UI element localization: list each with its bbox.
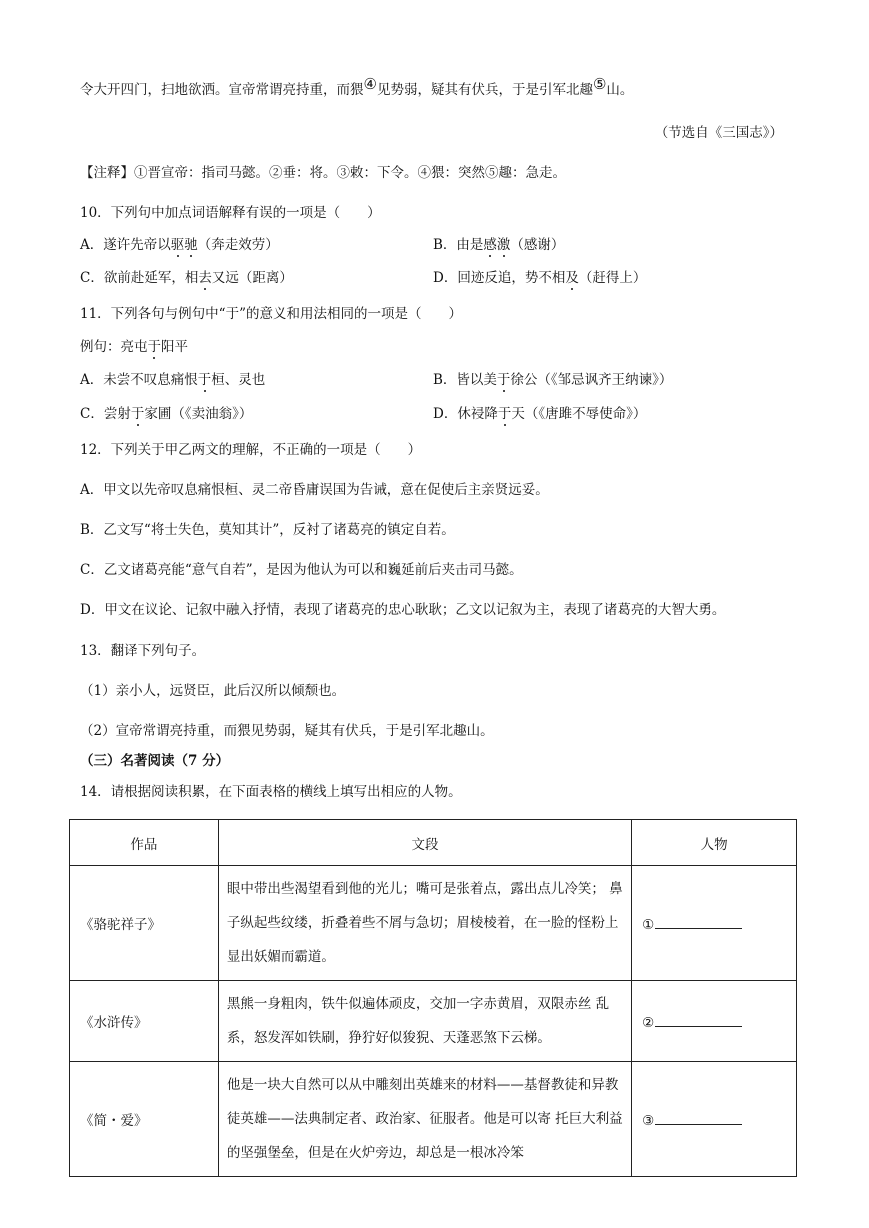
q10-option-c: C．欲前赴延军，相去又远（距离）	[80, 270, 293, 286]
table-row	[70, 866, 797, 981]
table-header: 文段	[218, 820, 631, 866]
question-11: 11．下列各句与例句中“于”的意义和用法相同的一项是（ ）	[80, 306, 462, 322]
q11-option-a: A．未尝不叹息痛恨于桓、灵也	[80, 372, 266, 388]
q12-option-c: C．乙文诸葛亮能“意气自若”，是因为他认为可以和巍延前后夹击司马懿。	[80, 562, 523, 578]
q11-example: 例句：亮屯于阳平	[80, 339, 188, 355]
q12-option-d: D．甲文在议论、记叙中融入抒情，表现了诸葛亮的忠心耿耿；乙文以记叙为主，表现了诸葛亮的大智大勇。	[80, 602, 726, 618]
q13-item-2: （2）宣帝常谓亮持重，而猥见势弱，疑其有伏兵，于是引军北趣山。	[80, 723, 494, 739]
q12-option-a: A．甲文以先帝叹息痛恨桓、灵二帝昏庸误国为告诫，意在促使后主亲贤远妥。	[80, 482, 549, 498]
person-cell	[632, 981, 797, 1062]
footnote-marker: ④	[363, 75, 377, 93]
blank-number: ②	[642, 1014, 655, 1031]
passage-text: 他是一块大自然可以从中雕刻出英雄来的材料——基督教徒和异教徒英雄——法典制定者、政治家、征服者。他是可以寄 托巨大利益的坚强堡垒，但是在火炉旁边，却总是一根冰冷笨	[218, 1062, 631, 1177]
answer-blank[interactable]	[655, 1012, 742, 1027]
table-row	[70, 981, 797, 1062]
table-header-row	[70, 820, 797, 866]
table-row	[70, 1062, 797, 1177]
section-heading: （三）名著阅读（7 分）	[80, 753, 230, 769]
text-line-1	[80, 75, 634, 98]
q12-option-b: B．乙文写“将士失色，莫知其计”，反衬了诸葛亮的镇定自若。	[80, 522, 455, 538]
blank-number: ③	[642, 1112, 655, 1129]
table-header: 人物	[632, 820, 797, 866]
person-cell	[632, 1062, 797, 1177]
q11-option-c: C．尝射于家圃（《卖油翁》）	[80, 406, 253, 422]
q10-option-a: A．遂许先帝以驱驰（奔走效劳）	[80, 237, 279, 253]
footnote-marker: ⑤	[592, 75, 607, 93]
question-14: 14．请根据阅读积累，在下面表格的横线上填写出相应的人物。	[80, 784, 462, 800]
work-title: 《骆驼祥子》	[70, 866, 219, 981]
character-table	[69, 819, 797, 1177]
source-citation: （节选自《三国志》）	[654, 125, 783, 141]
text-segment: 山。	[606, 82, 634, 98]
q10-option-d: D．回迹反追，势不相及（赶得上）	[433, 270, 647, 286]
question-13: 13．翻译下列句子。	[80, 643, 206, 659]
work-title: 《水浒传》	[70, 981, 219, 1062]
text-segment: 令大开四门，扫地欲洒。宣帝常谓亮持重，而猥	[80, 82, 364, 98]
blank-number: ①	[642, 916, 655, 933]
question-10: 10．下列句中加点词语解释有误的一项是（ ）	[80, 205, 381, 221]
question-12: 12．下列关于甲乙两文的理解，不正确的一项是（ ）	[80, 442, 422, 458]
q10-option-b: B．由是感激（感谢）	[433, 237, 565, 253]
annotation-notes: 【注释】①晋宣帝：指司马懿。②垂：将。③敕：下令。④猥：突然⑤趣：急走。	[80, 165, 566, 181]
q11-option-d: D．休祲降于天（《唐雎不辱使命》）	[433, 406, 647, 422]
q13-item-1: （1）亲小人，远贤臣，此后汉所以倾颓也。	[80, 683, 346, 699]
text-segment: 见势弱，疑其有伏兵，于是引军北趣	[376, 82, 593, 98]
answer-blank[interactable]	[655, 914, 742, 929]
passage-text: 眼中带出些渴望看到他的光儿；嘴可是张着点，露出点儿冷笑； 鼻子纵起些纹缕，折叠着些不屑与急切；眉棱棱着，在一脸的怪粉上显出妖媚而霸道。	[218, 866, 631, 981]
passage-text: 黑熊一身粗肉，铁牛似遍体顽皮，交加一字赤黄眉，双限赤丝 乱系，怒发浑如铁刷，狰狞好似狻猊、天蓬恶煞下云梯。	[218, 981, 631, 1062]
work-title: 《简・爱》	[70, 1062, 219, 1177]
answer-blank[interactable]	[655, 1110, 742, 1125]
person-cell	[632, 866, 797, 981]
table-header: 作品	[70, 820, 219, 866]
q11-option-b: B．皆以美于徐公（《邹忌讽齐王纳谏》）	[433, 372, 673, 388]
